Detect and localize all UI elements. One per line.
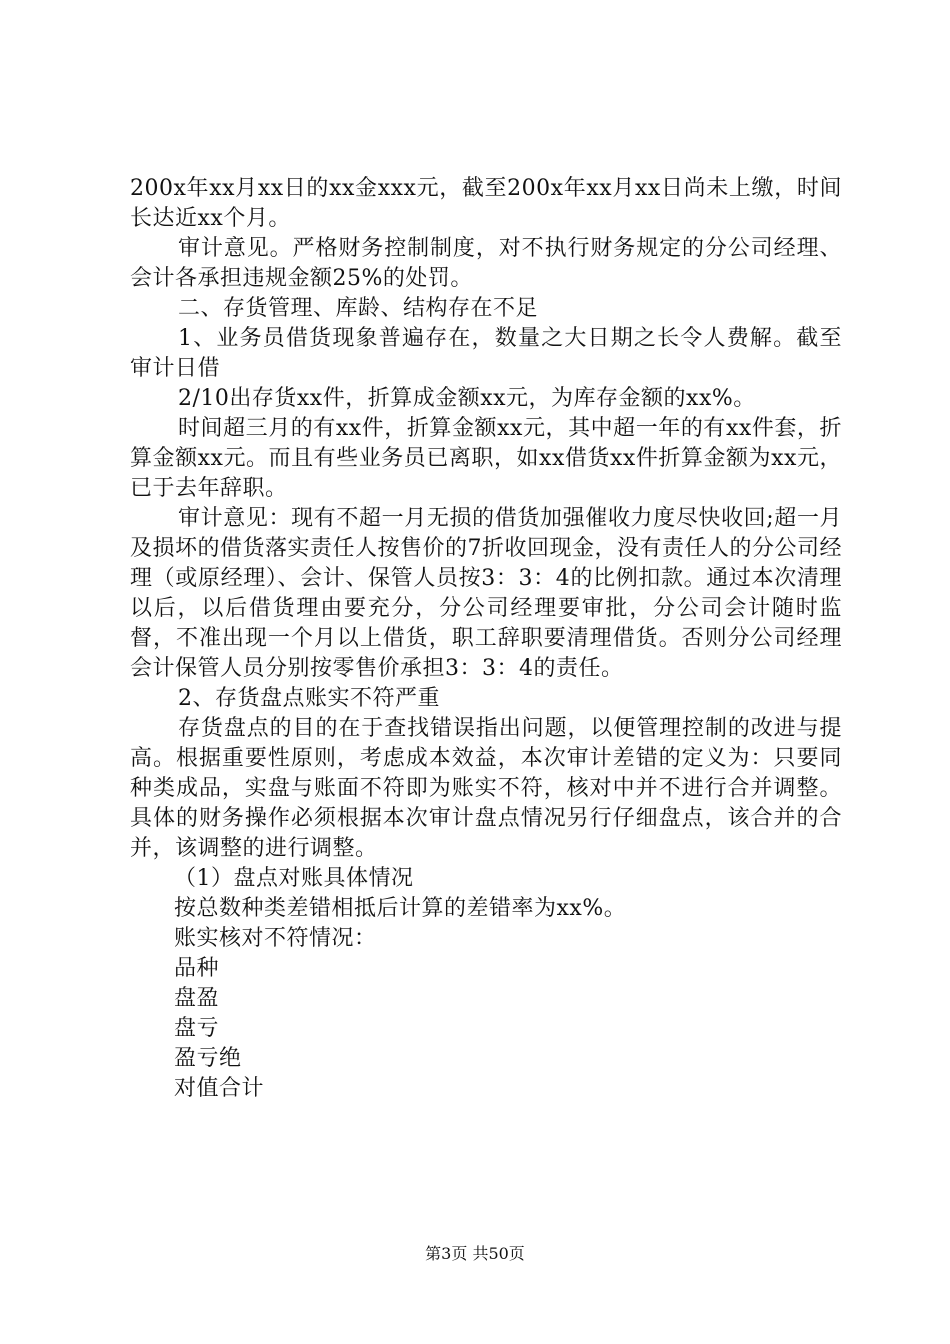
line-absolute-1: 盈亏绝 <box>174 1046 242 1071</box>
paragraph-audit-opinion-2: 审计意见：现有不超一月无损的借货加强催收力度尽快收回;超一月及损坏的借货落实责任人按售价的7折收回现金，没有责任人的分公司经理（或原经理）、会计、保管人员按3：3：4的比例扣款。通过本次清理以后，以后借货理由要充分，分公司经理要审批，分公司会计随时监督，不准出现一个月以上借货，职工辞职要清理借货。否则分公司经理会计保管人员分别按零售价承担3：3：4的责任。 <box>130 506 842 681</box>
line-loss: 盘亏 <box>174 1016 220 1041</box>
paragraph-audit-opinion-1: 审计意见。严格财务控制制度，对不执行财务规定的分公司经理、会计各承担违规金额25%的处罚。 <box>130 236 842 291</box>
document-body <box>130 174 842 1104</box>
paragraph-continuation: 200x年xx月xx日的xx金xxx元，截至200x年xx月xx日尚未上缴，时间长达近xx个月。 <box>130 176 842 231</box>
line-absolute-2: 对值合计 <box>174 1076 265 1101</box>
page-footer: 第3页 共50页 <box>425 1244 525 1263</box>
line-variety: 品种 <box>174 956 220 981</box>
subheading-reconciliation: （1）盘点对账具体情况 <box>174 866 414 891</box>
section-heading-inventory: 二、存货管理、库龄、结构存在不足 <box>178 296 539 321</box>
line-mismatch-heading: 账实核对不符情况： <box>174 926 377 951</box>
line-surplus: 盘盈 <box>174 986 220 1011</box>
paragraph-item-1: 1、业务员借货现象普遍存在，数量之大日期之长令人费解。截至审计日借 <box>130 326 842 381</box>
paragraph-inventory-out: 2/10出存货xx件，折算成金额xx元，为库存金额的xx%。 <box>178 386 756 411</box>
paragraph-overdue: 时间超三月的有xx件，折算金额xx元，其中超一年的有xx件套，折算金额xx元。而且有些业务员已离职，如xx借货xx件折算金额为xx元，已于去年辞职。 <box>130 416 842 501</box>
paragraph-item-2: 2、存货盘点账实不符严重 <box>178 686 440 711</box>
line-error-rate: 按总数种类差错相抵后计算的差错率为xx%。 <box>174 896 627 921</box>
paragraph-stocktake: 存货盘点的目的在于查找错误指出问题，以便管理控制的改进与提高。根据重要性原则，考虑成本效益，本次审计差错的定义为：只要同种类成品，实盘与账面不符即为账实不符，核对中并不进行合并调整。具体的财务操作必须根据本次审计盘点情况另行仔细盘点，该合并的合并，该调整的进行调整。 <box>130 716 842 861</box>
